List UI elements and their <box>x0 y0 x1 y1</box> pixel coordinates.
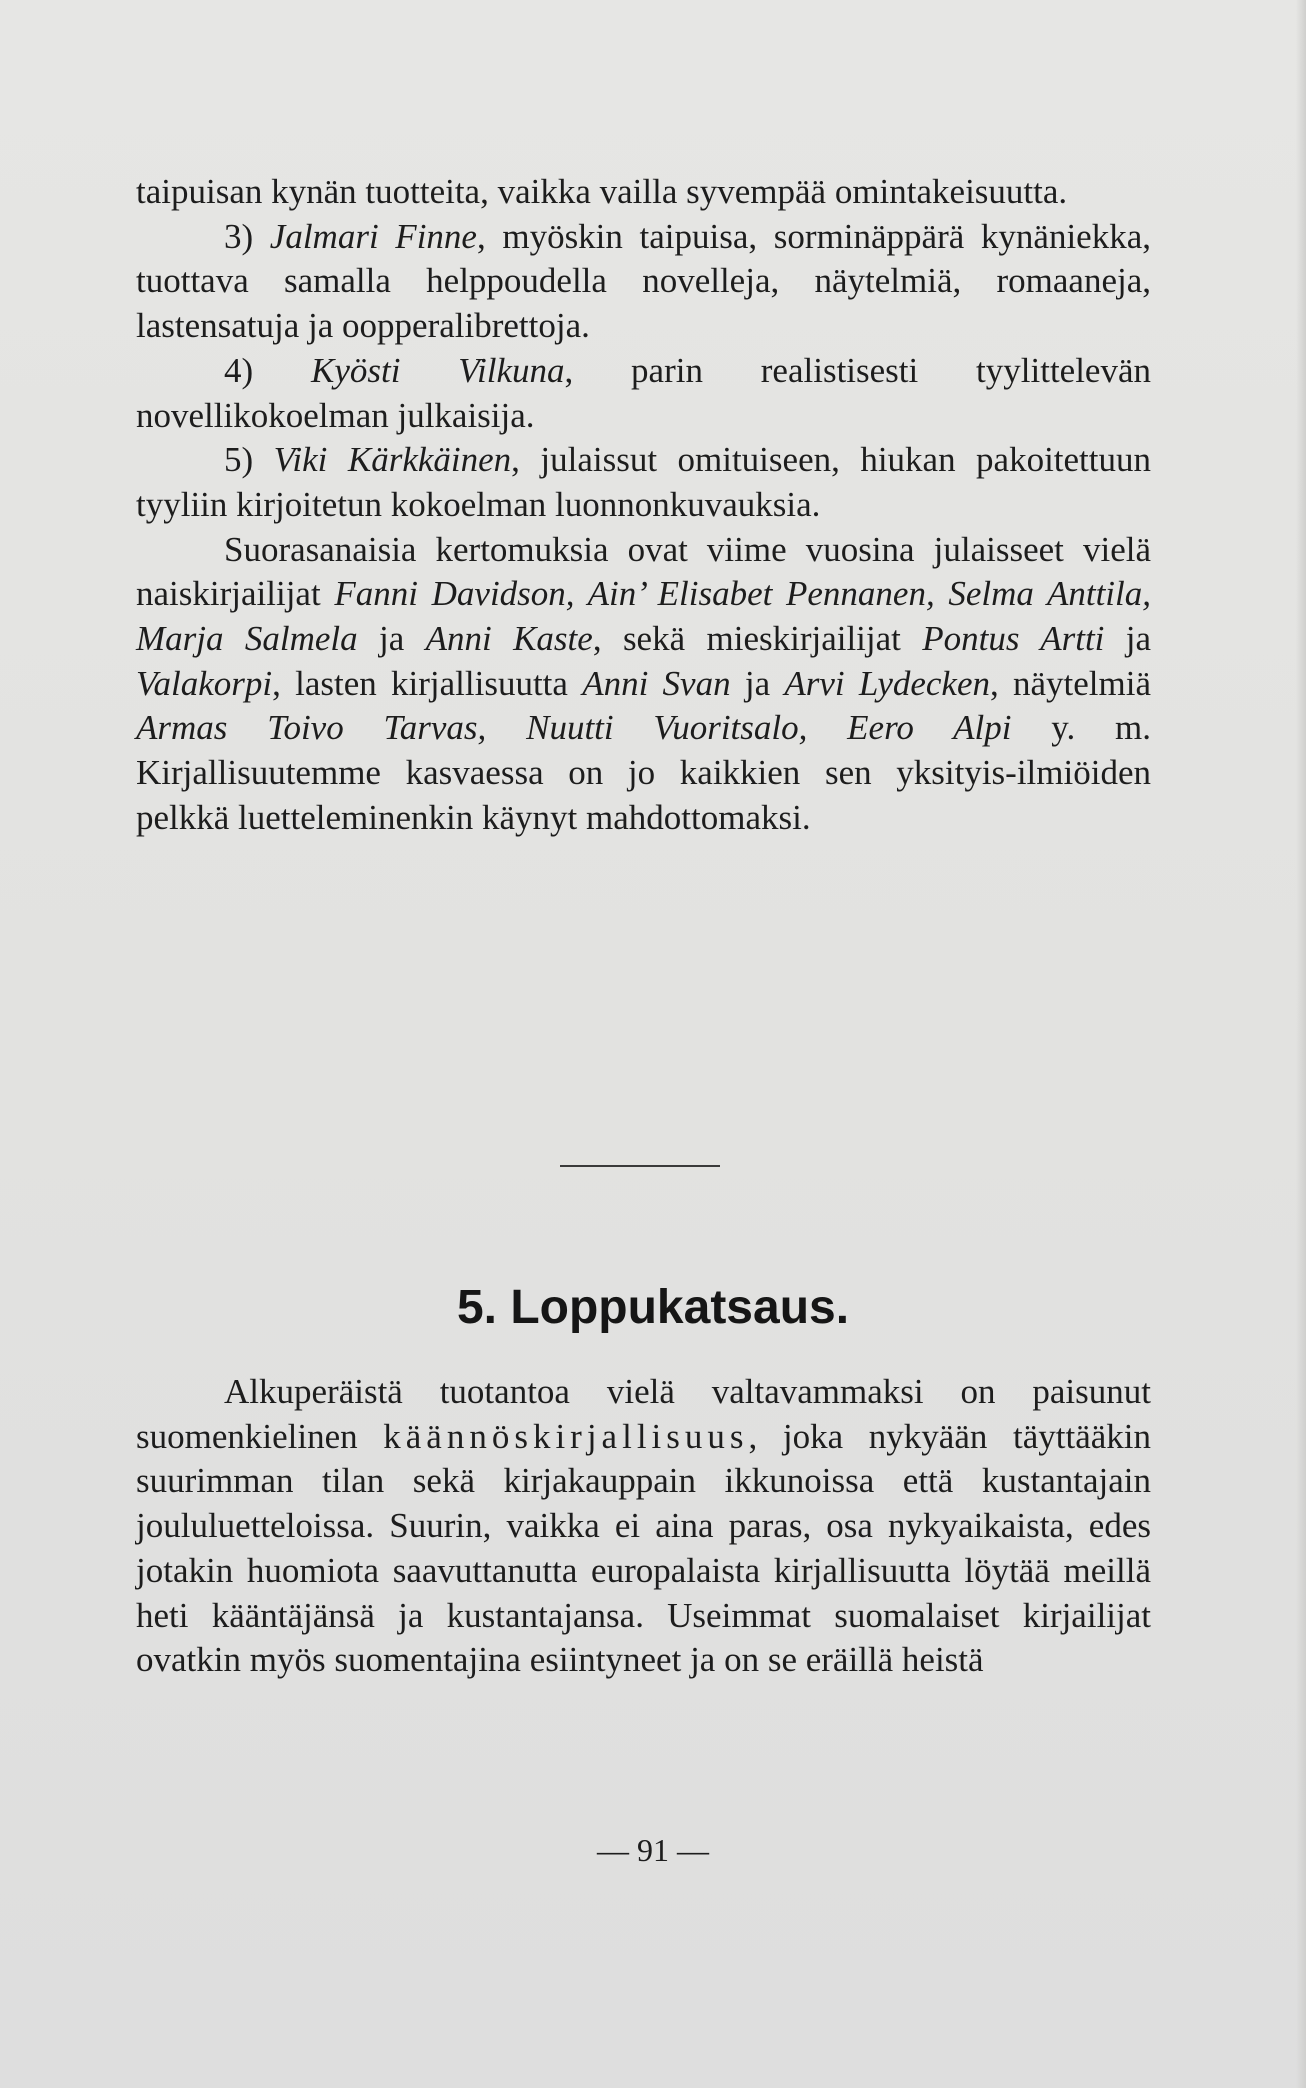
paragraph <box>136 438 1151 527</box>
emphasized-term: käännöskirjallisuus <box>383 1416 749 1456</box>
section-heading: 5. Loppukatsaus. <box>456 1281 850 1334</box>
page-edge <box>1296 0 1306 2088</box>
paragraph <box>136 170 1151 215</box>
text-run: Alkuperäistä tuotantoa vielä valtavammaksi on paisunut suomenkielinen <box>136 1372 1151 1456</box>
text-run: ja <box>730 663 785 703</box>
page-number: — 91 — <box>597 1832 709 1868</box>
italic-name: Armas Toivo Tarvas, Nuutti Vuoritsalo, Eero Alpi <box>136 708 1012 748</box>
text-run: y. m. Kirjallisuutemme kasvaessa on jo kaikkien sen yksityis-ilmiöiden pelkkä luetteleminenkin käynyt mahdottomaksi. <box>136 708 1151 837</box>
text-run: , sekä mieskirjailijat <box>592 619 923 659</box>
text-run: 5) <box>224 440 274 480</box>
italic-name: Valakorpi <box>136 663 273 703</box>
body-text-bottom <box>136 1370 1151 1683</box>
text-run: taipuisan kynän tuotteita, vaikka vailla syvempää omintakeisuutta. <box>136 172 1068 211</box>
text-run: , näytelmiä <box>990 663 1152 703</box>
italic-name: Anni Svan <box>582 663 731 703</box>
italic-name: Viki Kärkkäinen <box>273 440 512 480</box>
body-text-top <box>136 170 1151 841</box>
italic-name: Jalmari Finne <box>269 216 477 256</box>
paragraph <box>136 528 1151 841</box>
text-run: , joka nykyään täyttääkin suurimman tilan sekä kirjakauppain ikkunoissa että kustantajain joululuetteloissa. Suurin, vaikka ei aina paras, osa nykyaikaista, edes jotakin huomiota saavuttanutta europalaista kirjallisuutta löytää meillä heti kääntäjänsä ja kustantajansa. Useimmat suomalaiset kirjailijat ovatkin myös suomentajina esiintyneet ja on se eräillä heistä <box>136 1416 1151 1680</box>
italic-name: Anni Kaste <box>425 619 593 659</box>
italic-name: Kyösti Vilkuna <box>310 350 565 390</box>
text-run: , julaissut omituiseen, hiukan pakoitettuun tyyliin kirjoitetun kokoelman luonnonkuvauksia. <box>136 440 1152 524</box>
paragraph <box>136 1370 1151 1683</box>
text-run: , parin realistisesti tyylittelevän novellikokoelman julkaisija. <box>136 350 1151 435</box>
italic-name: Arvi Lydecken <box>784 663 990 703</box>
paragraph <box>136 215 1151 349</box>
section-divider <box>560 1165 720 1167</box>
text-run: , myöskin taipuisa, sorminäppärä kynäniekka, tuottava samalla helppoudella novelleja, näytelmiä, romaaneja, lastensatuja ja oopperalibrettoja. <box>136 216 1151 346</box>
text-run: , lasten kirjallisuutta <box>272 663 583 703</box>
italic-name: Pontus Artti <box>922 619 1105 659</box>
paragraph <box>136 349 1151 438</box>
text-run: Suorasanaisia kertomuksia ovat viime vuosina julaisseet vielä naiskirjailijat <box>136 529 1151 614</box>
text-run: ja <box>357 619 426 659</box>
text-run: 4) <box>224 350 311 390</box>
italic-name: Fanni Davidson, Ain’ Elisabet Pennanen, Selma Anttila, Marja Salmela <box>136 574 1151 659</box>
text-run: 3) <box>224 216 270 256</box>
text-run: ja <box>1104 619 1152 659</box>
